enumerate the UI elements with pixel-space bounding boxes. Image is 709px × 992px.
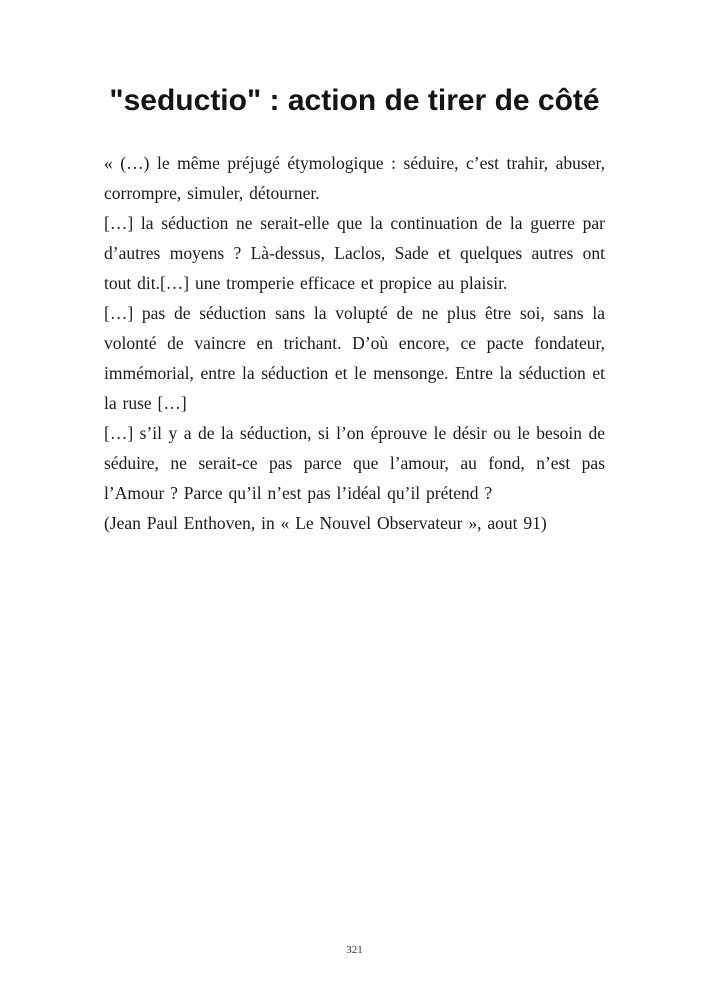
paragraph-citation-source: (Jean Paul Enthoven, in « Le Nouvel Observateur », aout 91) (104, 513, 547, 533)
paragraph-quote-intro: « (…) le même préjugé étymologique : séduire, c’est trahir, abuser, corrompre, simuler, détourner. (104, 153, 605, 203)
paragraph-desir: […] s’il y a de la séduction, si l’on éprouve le désir ou le besoin de séduire, ne serait-ce pas parce que l’amour, au fond, n’est pas l’Amour ? Parce qu’il n’est pas l’idéal qu’il prétend ? (104, 423, 605, 503)
page-number: 321 (346, 944, 363, 956)
paragraph-volupte: […] pas de séduction sans la volupté de ne plus être soi, sans la volonté de vaincre en trichant. D’où encore, ce pacte fondateur, immémorial, entre la séduction et le mensonge. Entre la séduction et la ruse […] (104, 303, 605, 413)
body-text (104, 148, 605, 538)
page-title: "seductio" : action de tirer de côté (109, 84, 600, 117)
paragraph-seduction-guerre: […] la séduction ne serait-elle que la continuation de la guerre par d’autres moyens ? Là-dessus, Laclos, Sade et quelques autres ont tout dit.[…] une tromperie efficace et propice au plaisir. (104, 213, 605, 293)
